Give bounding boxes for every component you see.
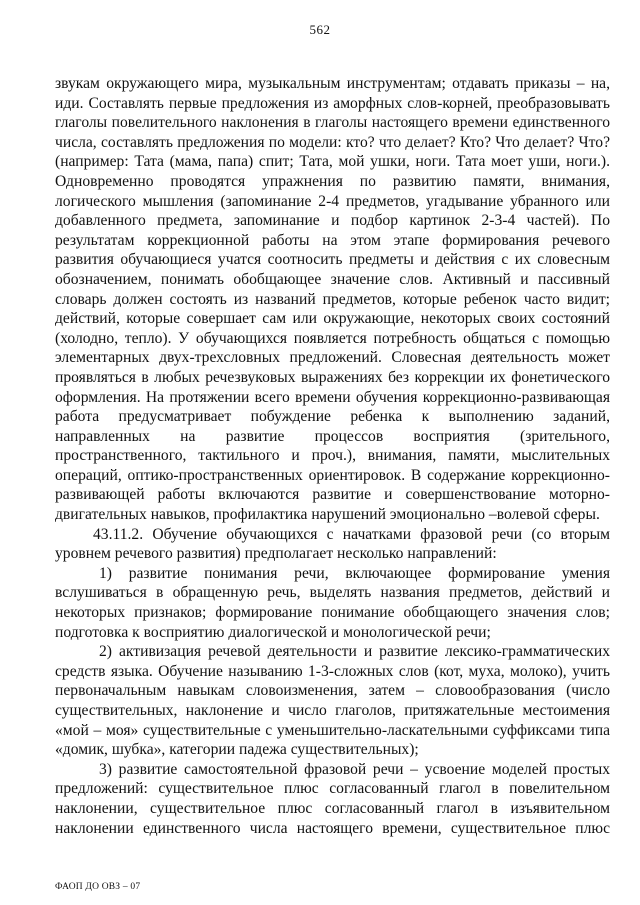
page-number: 562 [309, 22, 331, 37]
page-footer: ФАОП ДО ОВЗ – 07 [55, 882, 141, 892]
list-item-3: 3) развитие самостоятельной фразовой речи – усвоение моделей простых предложений: существительное плюс согласованный глагол в повелительном наклонении, существительное плюс согласованный глагол в изъявительном наклонении единственного числа настоящего времени, существительное плюс [55, 760, 610, 837]
body-text [55, 74, 610, 838]
paragraph-continuation: звукам окружающего мира, музыкальным инструментам; отдавать приказы – на, иди. Составлять первые предложения из аморфных слов-корней, преобразовывать глаголы повелительного наклонения в глаголы настоящего времени единственного числа, составлять предложения по модели: кто? что делает? Кто? Что делает? Что? (например: Тата (мама, папа) спит; Тата, мой ушки, ноги. Тата моет уши, ноги.). Одновременно проводятся упражнения по развитию памяти, внимания, логического мышления (запоминание 2-4 предметов, угадывание убранного или добавленного предмета, запоминание и подбор картинок 2-3-4 частей). По результатам коррекционной работы на этом этапе формирования речевого развития обучающиеся учатся соотносить предметы и действия с их словесным обозначением, понимать обобщающее значение слов. Активный и пассивный словарь должен состоять из названий предметов, которые ребенок часто видит; действий, которые совершает сам или окружающие, некоторых своих состояний (холодно, тепло). У обучающихся появляется потребность общаться с помощью элементарных двух-трехсловных предложений. Словесная деятельность может проявляться в любых речезвуковых выражениях без коррекции их фонетического оформления. На протяжении всего времени обучения коррекционно-развивающая работа предусматривает побуждение ребенка к выполнению заданий, направленных на развитие процессов восприятия (зрительного, пространственного, тактильного и проч.), внимания, памяти, мыслительных операций, оптико-пространственных ориентировок. В содержание коррекционно-развивающей работы включаются развитие и совершенствование моторно-двигательных навыков, профилактика нарушений эмоционально –волевой сферы. [55, 75, 610, 524]
list-item-2: 2) активизация речевой деятельности и развитие лексико-грамматических средств языка. Обучение называнию 1-3-сложных слов (кот, муха, молоко), учить первоначальным навыкам словоизменения, затем – словообразования (число существительных, наклонение и число глаголов, притяжательные местоимения «мой – моя» существительные с уменьшительно-ласкательными суффиксами типа «домик, шубка», категории падежа существительных); [55, 643, 610, 759]
section-heading-paragraph: 43.11.2. Обучение обучающихся с начатками фразовой речи (со вторым уровнем речевого развития) предполагает несколько направлений: [55, 525, 610, 563]
list-item-1: 1) развитие понимания речи, включающее формирование умения вслушиваться в обращенную речь, выделять названия предметов, действий и некоторых признаков; формирование понимание обобщающего значения слов; подготовка к восприятию диалогической и монологической речи; [55, 564, 610, 641]
